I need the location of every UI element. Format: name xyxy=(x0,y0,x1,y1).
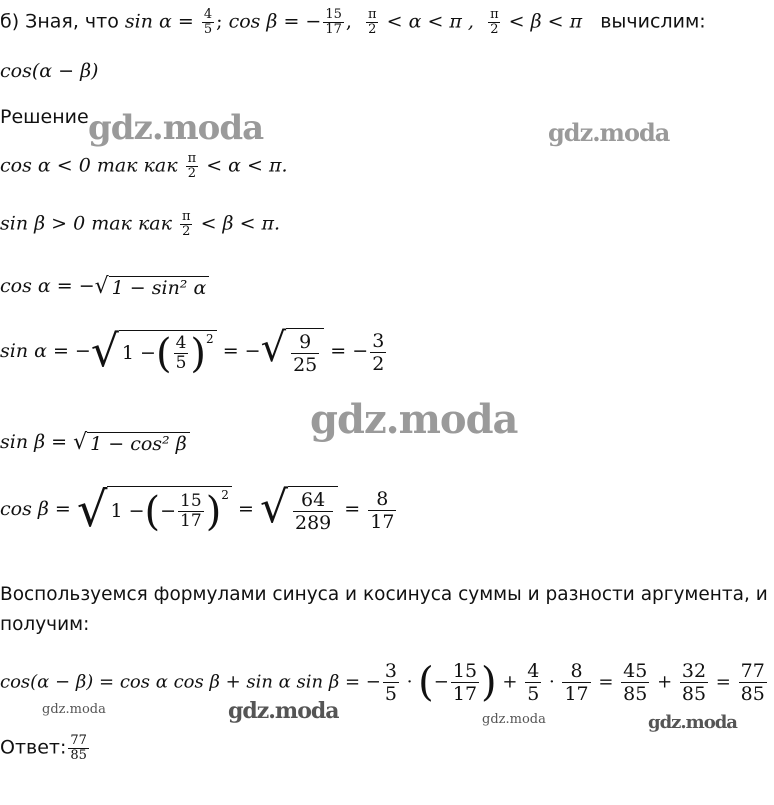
explanation-line-1: Воспользуемся формулами синуса и косинуса суммы и разности аргумента, и xyxy=(0,584,768,605)
cos-beta-label: cos β = − xyxy=(228,10,322,33)
answer xyxy=(0,734,91,763)
pi-over-2: $\frac{\pi}{2}$ xyxy=(490,7,499,37)
sin-beta-sign: sin β > 0 так как $\frac{\pi}{2}$ < β < π. xyxy=(0,209,281,239)
sin-alpha-calc: sin α = − √ 1 − ( $\frac{4}{5}$ ) 2 = − √ $\frac{9}{25}$ = − $\frac{3}{2}$ xyxy=(0,325,385,377)
final-calc: cos(α − β) = cos α cos β + sin α sin β = − $\frac{3}{5}$ · (− $\frac{15}{17}$ ) + $\frac{4}{5}$ · $\frac{8}{17}$ = $\frac{45}{85}$ + $\frac{32}{85}$ = $\frac{77}{85}$ xyxy=(0,659,765,706)
solution-label: Решение xyxy=(0,106,89,128)
sin-alpha-value: $\frac{4}{5}$ xyxy=(203,7,213,37)
sqrt: √ $\frac{9}{25}$ xyxy=(261,328,325,376)
answer-value: $\frac{77}{85}$ xyxy=(70,733,87,763)
cos-beta-calc: cos β = √ 1 − ( − $\frac{15}{17}$ ) 2 = √ $\frac{64}{289}$ = $\frac{8}{17}$ xyxy=(0,482,395,538)
target-expression: cos(α − β) xyxy=(0,60,99,82)
sqrt: √ 1 − ( $\frac{4}{5}$ ) 2 xyxy=(91,330,217,374)
watermark: gdz.moda xyxy=(228,698,339,724)
sin-alpha-label: sin α = xyxy=(124,10,200,33)
watermark: gdz.moda xyxy=(42,702,106,717)
beta-range: < β < π xyxy=(502,10,583,33)
watermark: gdz.moda xyxy=(648,712,737,733)
sqrt: √ $\frac{64}{289}$ xyxy=(260,486,338,534)
pi-over-2: $\frac{\pi}{2}$ xyxy=(182,209,191,239)
answer-label: Ответ: xyxy=(0,736,67,759)
problem-suffix: вычислим: xyxy=(600,10,706,33)
cos-alpha-sign: cos α < 0 так как $\frac{\pi}{2}$ < α < π. xyxy=(0,151,288,181)
watermark: gdz.moda xyxy=(88,108,264,148)
alpha-range: < α < π , xyxy=(380,10,474,33)
explanation-line-2: получим: xyxy=(0,614,90,635)
watermark: gdz.moda xyxy=(482,712,546,727)
pi-over-2: $\frac{\pi}{2}$ xyxy=(187,151,197,181)
watermark: gdz.moda xyxy=(548,118,670,147)
sqrt: √ 1 − cos² β xyxy=(73,432,190,454)
watermark: gdz.moda xyxy=(310,396,518,443)
sin-beta-formula: sin β = √ 1 − cos² β xyxy=(0,432,190,454)
sqrt: √ 1 − sin² α xyxy=(95,276,210,298)
sqrt: √ 1 − ( − $\frac{15}{17}$ ) 2 xyxy=(77,486,232,534)
problem-statement: б) Зная, что sin α = $\frac{4}{5}$ ; cos β = − $\frac{15}{17}$ , $\frac{\pi}{2}$ < α < π , $\frac{\pi}{2}$ < β < π вычислим: xyxy=(0,7,706,37)
cos-alpha-formula: cos α = − √ 1 − sin² α xyxy=(0,276,209,298)
pi-over-2: $\frac{\pi}{2}$ xyxy=(368,7,377,37)
problem-prefix: б) Зная, что xyxy=(0,10,119,33)
cos-beta-value: $\frac{15}{17}$ xyxy=(325,7,342,37)
